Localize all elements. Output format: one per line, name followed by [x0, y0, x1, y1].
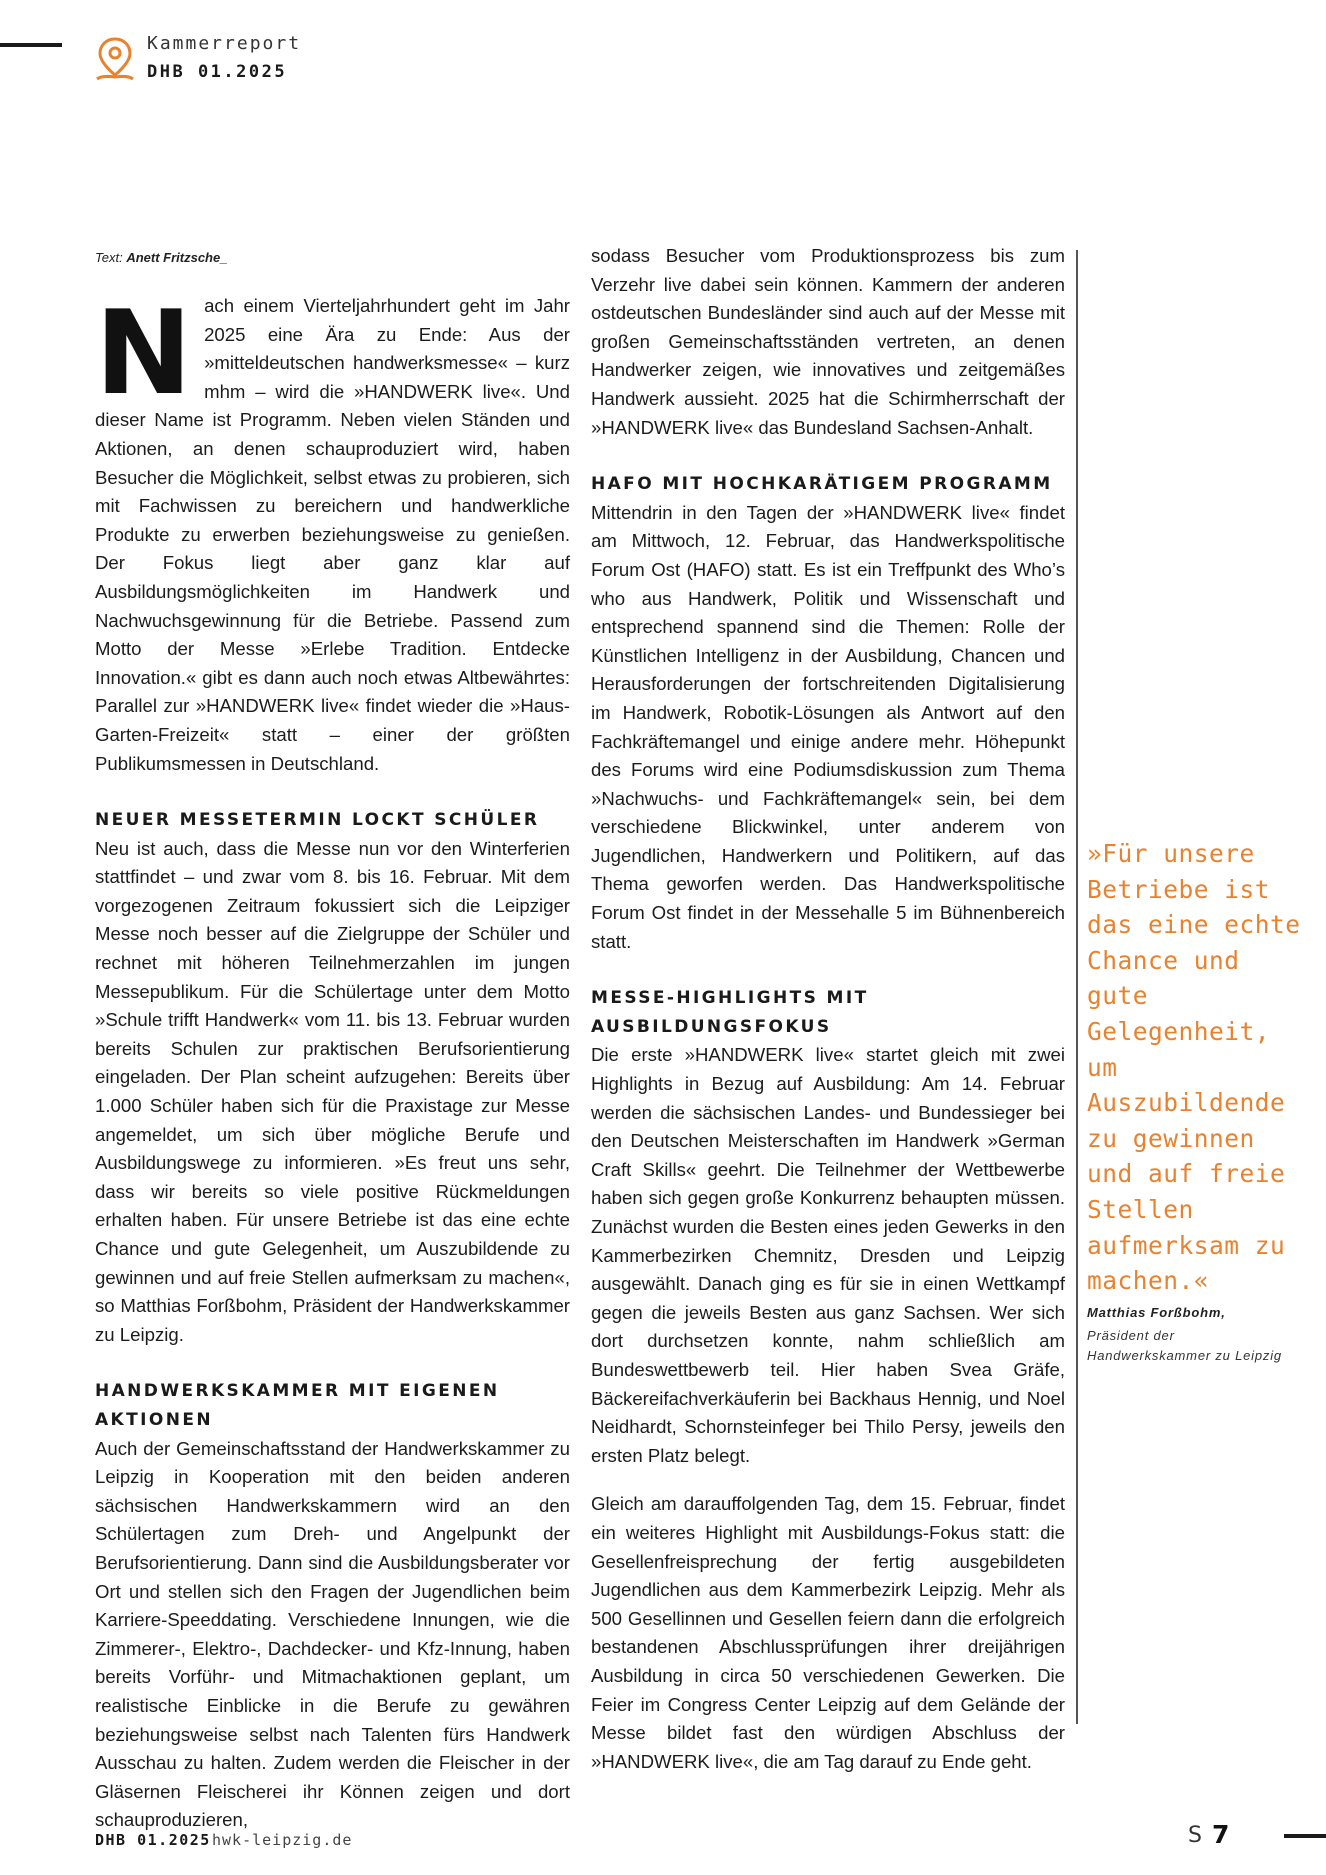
top-left-rule: [0, 43, 62, 47]
column-divider: [1076, 250, 1078, 1724]
page-prefix: S: [1188, 1823, 1202, 1848]
article-column-right: [591, 242, 1065, 1776]
section-text-highlights-2: Gleich am darauffolgenden Tag, dem 15. Februar, findet ein weiteres Highlight mit Ausbildungs-Fokus statt: die Gesellenfreisprechung der fertig ausgebildeten Jugendlichen aus dem Kammerbezirk Leipzig. Mehr als 500 Gesellinnen und Gesellen feiern dann die erfolgreich bestandenen Abschlussprüfungen ihrer dreijährigen Ausbildung in circa 50 verschiedenen Gewerken. Die Feier im Congress Center Leipzig auf dem Gelände der Messe bildet fast den würdigen Abschluss der »HANDWERK live«, die am Tag darauf zu Ende geht.: [591, 1493, 1065, 1772]
section-text-aktionen: Auch der Gemeinschaftsstand der Handwerkskammer zu Leipzig in Kooperation mit den beiden anderen sächsischen Handwerkskammern wird an den Schülertagen zum Dreh- und Angelpunkt der Berufsorientierung. Dann sind die Ausbildungsberater vor Ort und stellen sich den Fragen der Jugendlichen beim Karriere-Speeddating. Verschiedene Innungen, wie die Zimmerer-, Elektro-, Dachdecker- und Kfz-Innung, haben bereits Vorführ- und Mitmachaktionen geplant, um realistische Einblicke in die Berufe zu gewähren beziehungsweise selbst nach Talenten fürs Handwerk Ausschau zu halten. Zudem werden die Fleischer in der Gläsernen Fleischerei ihr Können zeigen und dort schauproduzieren,: [95, 1437, 570, 1831]
drop-cap: N: [95, 286, 193, 421]
section-text-highlights: Die erste »HANDWERK live« startet gleich mit zwei Highlights in Bezug auf Ausbildung: Am 14. Februar werden die sächsischen Landes- und Bundessieger bei den Deutschen Meisterschaften im Handwerk »German Craft Skills« geehrt. Die Teilnehmer der Wettbewerbe haben sich gegen große Konkurrenz behaupten müssen. Zunächst wurden die Besten eines jeden Gewerks in den Kammerbezirken Chemnitz, Dresden und Leipzig ausgewählt. Danach ging es für sie in einen Wettkampf gegen die jeweils Besten aus ganz Sachsen. Wer sich dort durchsetzen konnte, nahm schließlich am Bundeswettbewerb teil. Hier haben Svea Gräfe, Bäckereifachverkäuferin bei Backhaus Hennig, und Noel Neidhardt, Schornsteinfeger bei Thilo Persy, jeweils den ersten Platz belegt.: [591, 1044, 1065, 1466]
byline-author: Anett Fritzsche_: [126, 250, 228, 265]
location-pin-icon: [95, 36, 135, 82]
footer-issue: DHB 01.2025: [95, 1831, 211, 1849]
pull-quote-author: Matthias Forßbohm,: [1087, 1305, 1226, 1320]
section-heading-messetermin: NEUER MESSETERMIN LOCKT SCHÜLER: [95, 810, 540, 831]
footer-url[interactable]: hwk-leipzig.de: [212, 1831, 353, 1849]
continued-paragraph: sodass Besucher vom Produktionsprozess bis zum Verzehr live dabei sein können. Kammern der anderen ostdeutschen Bundesländer sind auch auf der Messe mit großen Gemeinschaftsständen vertreten, an denen Handwerker zeigen, wie innovatives und zeitgemäßes Handwerk aussieht. 2025 hat die Schirmherrschaft der »HANDWERK live« das Bundesland Sachsen-Anhalt.: [591, 245, 1065, 438]
article-column-left: [95, 286, 570, 1835]
issue-label: DHB 01.2025: [147, 62, 288, 82]
pull-quote-role: Präsident der Handwerkskammer zu Leipzig: [1087, 1328, 1282, 1363]
pull-quote: »Für unsere Betriebe ist das eine echte Chance und gute Gelegenheit, um Auszubildende zu gewinnen und auf freie Stellen aufmerksam zu machen.«: [1087, 839, 1301, 1296]
section-heading-hafo: HAFO MIT HOCHKARÄTIGEM PROGRAMM: [591, 474, 1053, 495]
byline: [95, 250, 227, 265]
section-text-hafo: Mittendrin in den Tagen der »HANDWERK live« findet am Mittwoch, 12. Februar, das Handwerkspolitische Forum Ost (HAFO) statt. Es ist ein Treffpunkt des Who’s who aus Handwerk, Politik und Wissenschaft und entsprechend spannend sind die Themen: Rolle der Künstlichen Intelligenz in der Ausbildung, Chancen und Herausforderungen der fortschreitenden Digitalisierung im Handwerk, Robotik-Lösungen als Antwort auf den Fachkräftemangel und einige andere mehr. Höhepunkt des Forums wird eine Podiumsdiskussion zum Thema »Nachwuchs- und Fachkräftemangel« sein, bei dem verschiedene Blickwinkel, unter anderem von Jugendlichen, Handwerkern und Politikern, auf das Thema geworfen werden. Das Handwerkspolitische Forum Ost findet in der Messehalle 5 im Bühnenbereich statt.: [591, 501, 1065, 952]
section-heading-highlights: MESSE-HIGHLIGHTS MIT AUSBILDUNGSFOKUS: [591, 988, 869, 1037]
section-heading-aktionen: HANDWERKSKAMMER MIT EIGENEN AKTIONEN: [95, 1381, 500, 1430]
section-text-messetermin: Neu ist auch, dass die Messe nun vor den Winterferien stattfindet – und zwar vom 8. bis 16. Februar. Mit dem vorgezogenen Zeitraum fokussiert sich die Leipziger Messe noch besser auf die Zielgruppe der Schüler und rechnet mit höheren Teilnehmerzahlen im jungen Messepublikum. Für die Schülertage unter dem Motto »Schule trifft Handwerk« vom 11. bis 13. Februar wurden bereits Schulen zur praktischen Berufsorientierung eingeladen. Der Plan scheint aufzugehen: Bereits über 1.000 Schüler haben sich für die Praxistage zur Messe angemeldet, um sich über mögliche Berufe und Ausbildungswege zu informieren. »Es freut uns sehr, dass wir bereits so viele positive Rückmeldungen erhalten haben. Für unsere Betriebe ist das eine echte Chance und gute Gelegenheit, um Auszubildende zu gewinnen und auf freie Stellen aufmerksam zu machen«, so Matthias Forßbohm, Präsident der Handwerkskammer zu Leipzig.: [95, 837, 570, 1345]
byline-prefix: Text:: [95, 250, 127, 265]
intro-paragraph: [95, 286, 570, 778]
section-kicker: Kammerreport: [147, 33, 302, 54]
page-number: 7: [1212, 1820, 1230, 1849]
bottom-right-rule: [1284, 1834, 1326, 1838]
intro-text: ach einem Vierteljahrhundert geht im Jahr 2025 eine Ära zu Ende: Aus der »mitteldeutschen handwerksmesse« – kurz mhm – wird die »HANDWERK live«. Und dieser Name ist Programm. Neben vielen Ständen und Aktionen, an denen schauproduziert wird, haben Besucher die Möglichkeit, selbst etwas zu probieren, sich mit Fachwissen zu bereichern und handwerkliche Produkte zu erwerben beziehungsweise zu genießen. Der Fokus liegt aber ganz klar auf Ausbildungsmöglichkeiten im Handwerk und Nachwuchsgewinnung für die Betriebe. Passend zum Motto der Messe »Erlebe Tradition. Entdecke Innovation.« gibt es dann auch noch etwas Altbewährtes: Parallel zur »HANDWERK live« findet wieder die »Haus-Garten-Freizeit« statt – einer der größten Publikumsmessen in Deutschland.: [95, 295, 570, 774]
